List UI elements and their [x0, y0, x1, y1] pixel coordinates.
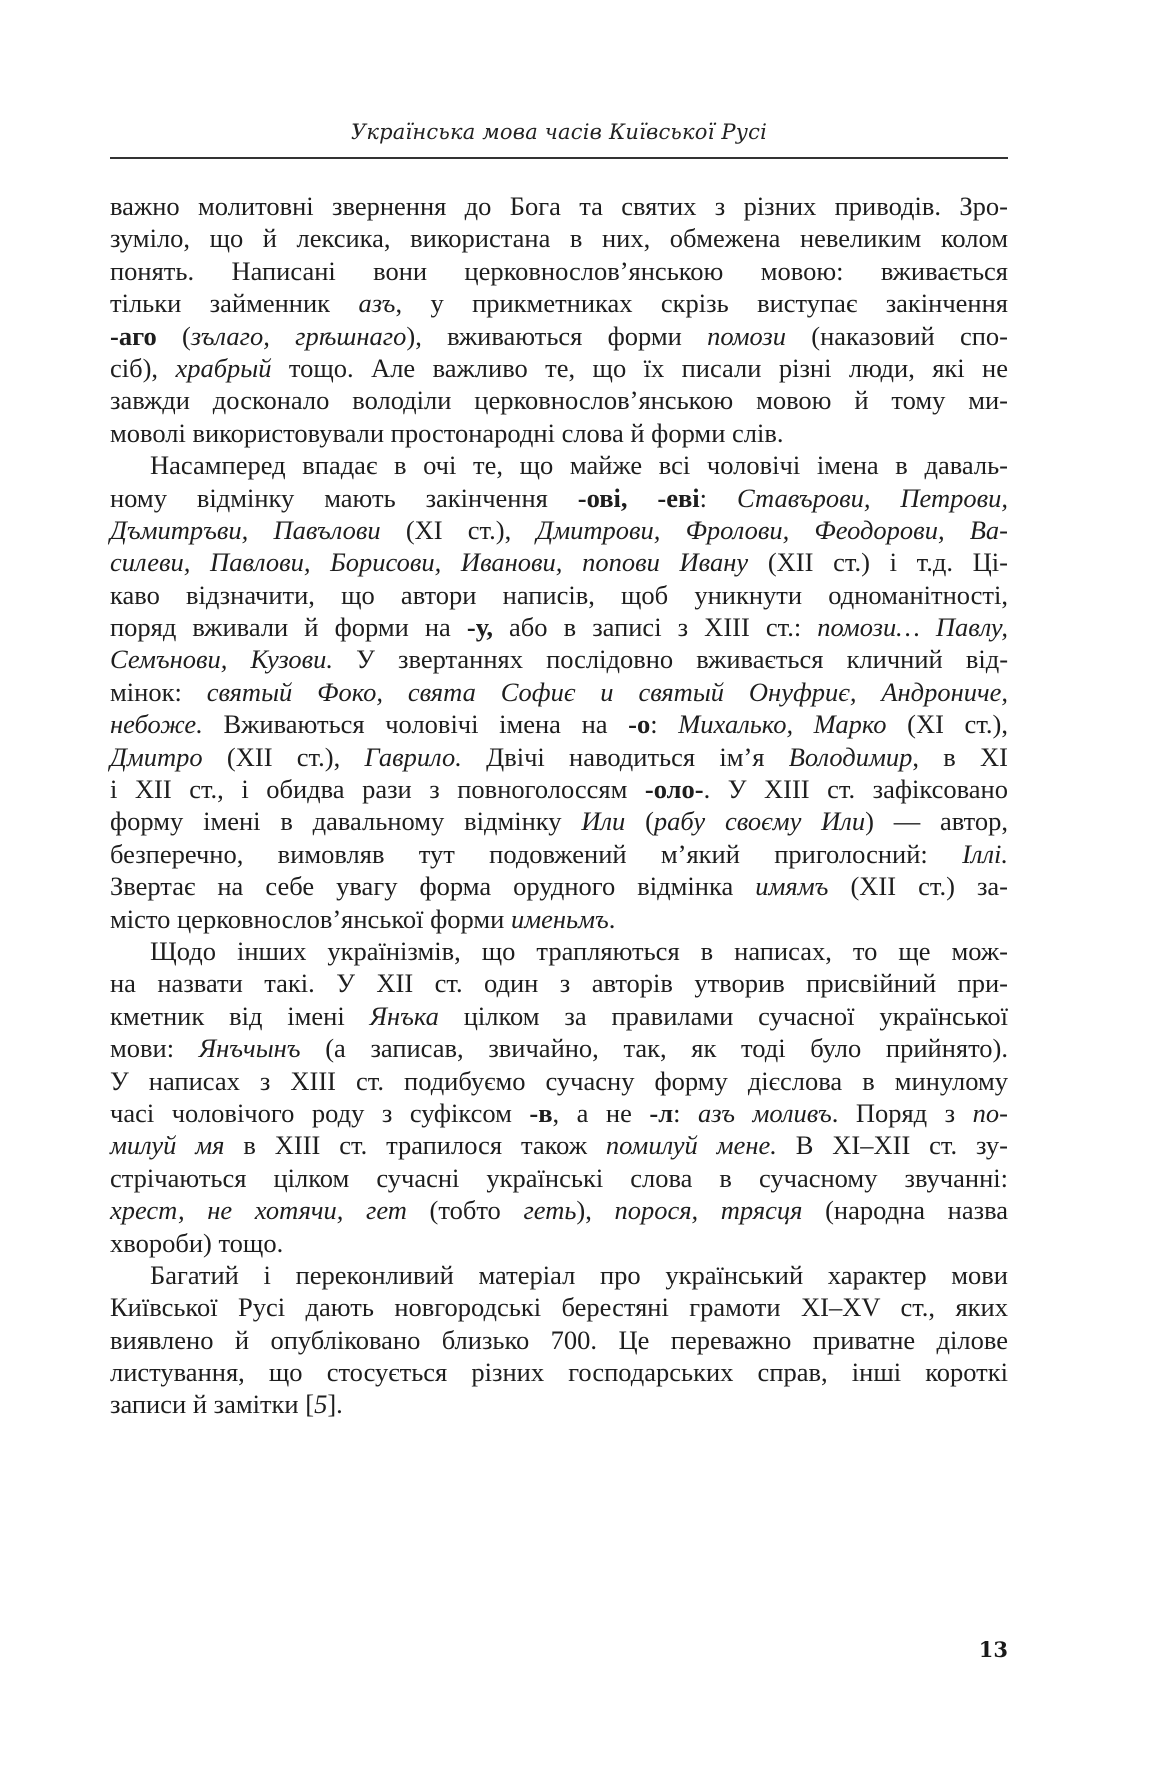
- text-run: ному відмінку мають закінчення: [110, 482, 578, 513]
- text-run: хвороби) тощо.: [110, 1227, 284, 1258]
- text-line: [110, 611, 1008, 643]
- text-run: Київської Русі дають новгородські берестяні грамоти XI–XV ст., яких: [110, 1292, 1008, 1323]
- text-line: [110, 903, 1008, 935]
- text-run: У написах з XIII ст. подибуємо сучасну форму дієслова в минулому: [110, 1065, 1008, 1096]
- italic-term: Семънови, Кузови.: [110, 644, 334, 675]
- text-line: [110, 773, 1008, 805]
- text-line: [110, 1065, 1008, 1097]
- text-run: .: [608, 903, 616, 934]
- bold-ending: -в: [529, 1097, 553, 1128]
- italic-term: Дмитро: [110, 741, 203, 772]
- paragraph: [110, 449, 1008, 935]
- italic-term: Янъка: [369, 1000, 439, 1031]
- text-line: [110, 967, 1008, 999]
- text-run: :: [699, 482, 737, 513]
- text-run: , в XI: [912, 741, 1008, 772]
- text-run: (тобто: [406, 1195, 524, 1226]
- text-line: [110, 255, 1008, 287]
- italic-term: геть: [523, 1195, 577, 1226]
- text-line: [110, 514, 1008, 546]
- italic-term: 5: [314, 1389, 328, 1420]
- text-run: :: [673, 1097, 698, 1128]
- italic-term: по-: [972, 1097, 1008, 1128]
- italic-term: рабу своєму Или: [653, 806, 866, 837]
- italic-term: святый Фоко, свята Софиє и святый Онуфриє, Андрониче,: [206, 676, 1008, 707]
- text-line: [110, 482, 1008, 514]
- text-line: [110, 643, 1008, 675]
- text-line: [110, 1032, 1008, 1064]
- running-header-title: Українська мова часів Київської Русі: [350, 120, 768, 144]
- text-run: місто церковнослов’янської форми: [110, 903, 511, 934]
- text-run: в XIII ст. трапилося також: [224, 1130, 606, 1161]
- text-line: [110, 1194, 1008, 1226]
- text-line: [110, 1000, 1008, 1032]
- text-run: форму імені в давальному відмінку: [110, 806, 582, 837]
- text-line: [110, 1388, 1008, 1420]
- text-run: Двічі наводиться ім’я: [461, 741, 789, 772]
- text-line: [110, 222, 1008, 254]
- italic-term: порося, трясця: [614, 1195, 803, 1226]
- text-run: (XII ст.) і т.д. Ці-: [748, 547, 1008, 578]
- bold-ending: -аго: [110, 320, 157, 351]
- italic-term: Дъмитръви, Павълови: [110, 514, 381, 545]
- text-run: записи й замітки [: [110, 1389, 315, 1420]
- text-run: і XII ст., і обидва рази з повноголоссям: [110, 774, 645, 805]
- text-line: [110, 352, 1008, 384]
- text-line: [110, 190, 1008, 222]
- text-run: на назвати такі. У XII ст. один з авторів утворив присвійний при-: [110, 968, 1008, 999]
- text-line: [110, 384, 1008, 416]
- bold-ending: -ові, -еві: [577, 482, 700, 513]
- italic-term: помилуй мене.: [605, 1130, 777, 1161]
- text-line: [110, 1129, 1008, 1161]
- paragraph: [110, 935, 1008, 1259]
- text-run: Вживаються чоловічі імена на: [202, 709, 629, 740]
- text-run: стрічаються цілком сучасні українські слова в сучасному звучанні:: [110, 1162, 1008, 1193]
- text-run: ) — автор,: [865, 806, 1009, 837]
- paragraph: [110, 1259, 1008, 1421]
- header-rule-divider: [110, 157, 1008, 159]
- text-run: часі чоловічого роду з суфіксом: [110, 1097, 530, 1128]
- text-run: В XI–XII ст. зу-: [776, 1130, 1008, 1161]
- italic-term: силеви, Павлови, Борисови, Иванови, попови Ивану: [110, 547, 749, 578]
- text-line: [110, 546, 1008, 578]
- italic-term: хрест, не хотячи, гет: [110, 1195, 407, 1226]
- italic-term: Михалько, Марко: [678, 709, 887, 740]
- text-run: (наказовий спо-: [786, 320, 1009, 351]
- text-run: , у прикметниках скрізь виступає закінчення: [395, 288, 1008, 319]
- text-line: [110, 1097, 1008, 1129]
- text-run: мінок:: [110, 676, 207, 707]
- text-line: [110, 320, 1008, 352]
- text-run: ].: [327, 1389, 343, 1420]
- text-run: Насамперед впадає в очі те, що майже всі чоловічі імена в даваль-: [150, 450, 1008, 481]
- text-run: тощо. Але важливо те, що їх писали різні люди, які не: [271, 352, 1008, 383]
- italic-term: именьмъ: [510, 903, 609, 934]
- text-line: [110, 287, 1008, 319]
- italic-term: зълаго, грѣшнаго: [190, 320, 407, 351]
- italic-term: помози… Павлу,: [817, 612, 1008, 643]
- text-run: . Поряд з: [831, 1097, 973, 1128]
- text-line: [110, 838, 1008, 870]
- text-line: [110, 1356, 1008, 1388]
- text-run: (XI ст.),: [886, 709, 1008, 740]
- text-run: моволі використовували простонародні слова й форми слів.: [110, 417, 784, 448]
- text-line: [110, 935, 1008, 967]
- text-line: [110, 1259, 1008, 1291]
- text-run: сіб),: [110, 352, 176, 383]
- bold-ending: -оло-: [644, 774, 704, 805]
- text-line: [110, 579, 1008, 611]
- italic-term: Гаврило.: [364, 741, 462, 772]
- text-run: ), вживаються форми: [406, 320, 708, 351]
- italic-term: помози: [707, 320, 787, 351]
- text-run: Багатий і переконливий матеріал про український характер мови: [150, 1259, 1008, 1290]
- text-line: [110, 1162, 1008, 1194]
- text-run: . У XIII ст. зафіксовано: [703, 774, 1008, 805]
- italic-term: небоже.: [110, 709, 203, 740]
- italic-term: имямъ: [755, 871, 829, 902]
- body-text: [110, 190, 1008, 1421]
- text-run: поряд вживали й форми на: [110, 612, 467, 643]
- text-line: [110, 1291, 1008, 1323]
- text-run: важно молитовні звернення до Бога та святих з різних приводів. Зро-: [110, 191, 1008, 221]
- text-run: (XI ст.),: [380, 514, 537, 545]
- text-run: , а не: [552, 1097, 650, 1128]
- text-line: [110, 870, 1008, 902]
- text-run: (: [156, 320, 191, 351]
- text-run: (XII ст.),: [202, 741, 365, 772]
- italic-term: храбрый: [175, 352, 272, 383]
- text-run: ),: [576, 1195, 615, 1226]
- text-line: [110, 417, 1008, 449]
- text-line: [110, 805, 1008, 837]
- text-run: завжди досконало володіли церковнослов’янською мовою й тому ми-: [110, 385, 1008, 416]
- text-line: [110, 676, 1008, 708]
- text-run: Звертає на себе увагу форма орудного відмінка: [110, 871, 756, 902]
- text-run: виявлено й опубліковано близько 700. Це переважно приватне ділове: [110, 1324, 1008, 1355]
- text-line: [110, 1324, 1008, 1356]
- italic-term: Іллі.: [962, 838, 1008, 869]
- text-line: [110, 1227, 1008, 1259]
- italic-term: Володимир: [788, 741, 913, 772]
- text-run: У звертаннях послідовно вживається кличний від-: [333, 644, 1009, 675]
- text-run: каво відзначити, що автори написів, щоб уникнути одноманітності,: [110, 579, 1008, 610]
- page-number: 13: [978, 1637, 1008, 1662]
- bold-ending: -у,: [466, 612, 493, 643]
- text-run: або в записі з XIII ст.:: [492, 612, 818, 643]
- text-run: листування, що стосується різних господарських справ, інші короткі: [110, 1357, 1008, 1388]
- text-run: (: [625, 806, 654, 837]
- italic-term: Или: [581, 806, 626, 837]
- italic-term: милуй мя: [110, 1130, 225, 1161]
- text-run: кметник від імені: [110, 1000, 370, 1031]
- italic-term: Дмитрови, Фролови, Феодорови, Ва-: [536, 514, 1008, 545]
- paragraph: [110, 190, 1008, 449]
- italic-term: Янъчынъ: [198, 1033, 301, 1064]
- text-line: [110, 741, 1008, 773]
- italic-term: Ставърови, Петрови,: [736, 482, 1008, 513]
- text-run: тільки займенник: [110, 288, 359, 319]
- text-run: (народна назва: [802, 1195, 1008, 1226]
- text-run: зуміло, що й лексика, використана в них, обмежена невеликим колом: [110, 223, 1008, 254]
- text-run: (а записав, звичайно, так, як тоді було прийнято).: [300, 1033, 1008, 1064]
- text-run: цілком за правилами сучасної української: [438, 1000, 1008, 1031]
- italic-term: азъ: [358, 288, 396, 319]
- text-run: Щодо інших українізмів, що трапляються в написах, то ще мож-: [150, 935, 1008, 966]
- text-run: понять. Написані вони церковнослов’янською мовою: вживається: [110, 255, 1008, 286]
- text-run: безперечно, вимовляв тут подовжений м’який приголосний:: [110, 838, 963, 869]
- text-run: :: [650, 709, 679, 740]
- text-line: [110, 449, 1008, 481]
- italic-term: азъ моливъ: [697, 1097, 832, 1128]
- bold-ending: -о: [628, 709, 651, 740]
- text-run: мови:: [110, 1033, 199, 1064]
- text-run: (XII ст.) за-: [828, 871, 1008, 902]
- text-line: [110, 708, 1008, 740]
- bold-ending: -л: [649, 1097, 674, 1128]
